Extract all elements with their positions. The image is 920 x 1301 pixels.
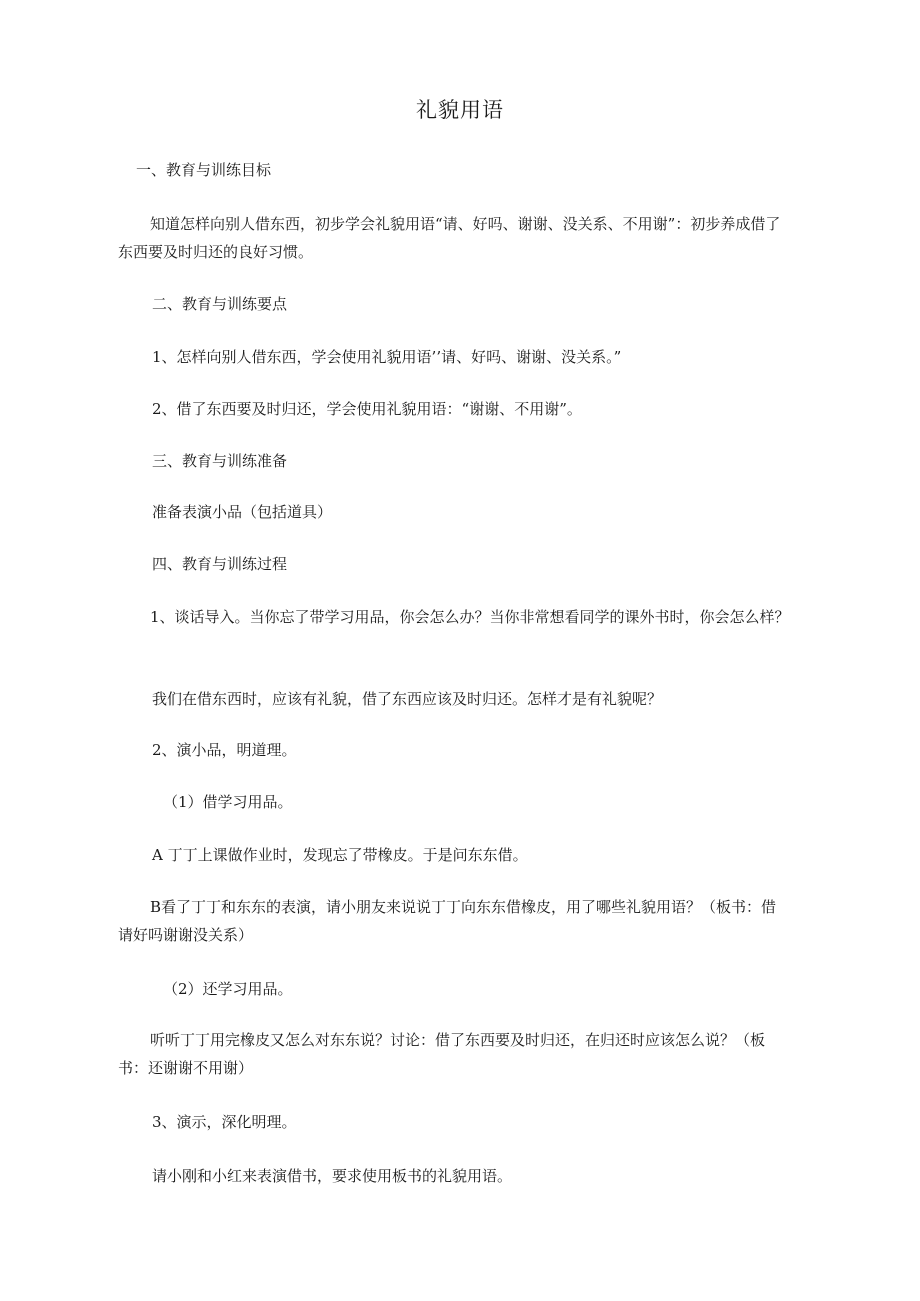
key-point-2: 2、借了东西要及时归还，学会使用礼貌用语：“谢谢、不用谢”。 xyxy=(152,400,582,418)
heading-process: 四、教育与训练过程 xyxy=(152,555,288,573)
scene-b: B看了丁丁和东东的表演，请小朋友来说说丁丁向东东借橡皮，用了哪些礼貌用语？（板书：借请好吗谢谢没关系） xyxy=(118,898,777,944)
process-step-1: 1、谈话导入。当你忘了带学习用品，你会怎么办？当你非常想看同学的课外书时，你会怎么样？ xyxy=(150,608,790,626)
process-step-3: 3、演示，深化明理。 xyxy=(152,1113,297,1131)
paragraph-return-discussion: 听听丁丁用完橡皮又怎么对东东说？讨论：借了东西要及时归还，在归还时应该怎么说？（板书：还谢谢不用谢） xyxy=(118,1031,766,1077)
paragraph-goals: 知道怎样向别人借东西，初步学会礼貌用语“请、好吗、谢谢、没关系、不用谢”：初步养成借了东西要及时归还的良好习惯。 xyxy=(118,215,781,261)
sub-step-return: （2）还学习用品。 xyxy=(163,980,293,998)
paragraph-preparation: 准备表演小品（包括道具） xyxy=(152,503,333,521)
process-step-2: 2、演小品，明道理。 xyxy=(152,741,297,759)
heading-key-points: 二、教育与训练要点 xyxy=(152,295,288,313)
page-title: 礼貌用语 xyxy=(416,98,504,122)
paragraph-demonstration: 请小刚和小红来表演借书，要求使用板书的礼貌用语。 xyxy=(152,1167,513,1185)
paragraph-politeness: 我们在借东西时，应该有礼貌，借了东西应该及时归还。怎样才是有礼貌呢？ xyxy=(152,690,663,708)
scene-a: A 丁丁上课做作业时，发现忘了带橡皮。于是问东东借。 xyxy=(152,846,528,864)
key-point-1: 1、怎样向别人借东西，学会使用礼貌用语’’请、好吗、谢谢、没关系。” xyxy=(152,348,622,366)
heading-preparation: 三、教育与训练准备 xyxy=(152,452,288,470)
heading-goals: 一、教育与训练目标 xyxy=(136,161,272,179)
sub-step-borrow: （1）借学习用品。 xyxy=(163,793,293,811)
